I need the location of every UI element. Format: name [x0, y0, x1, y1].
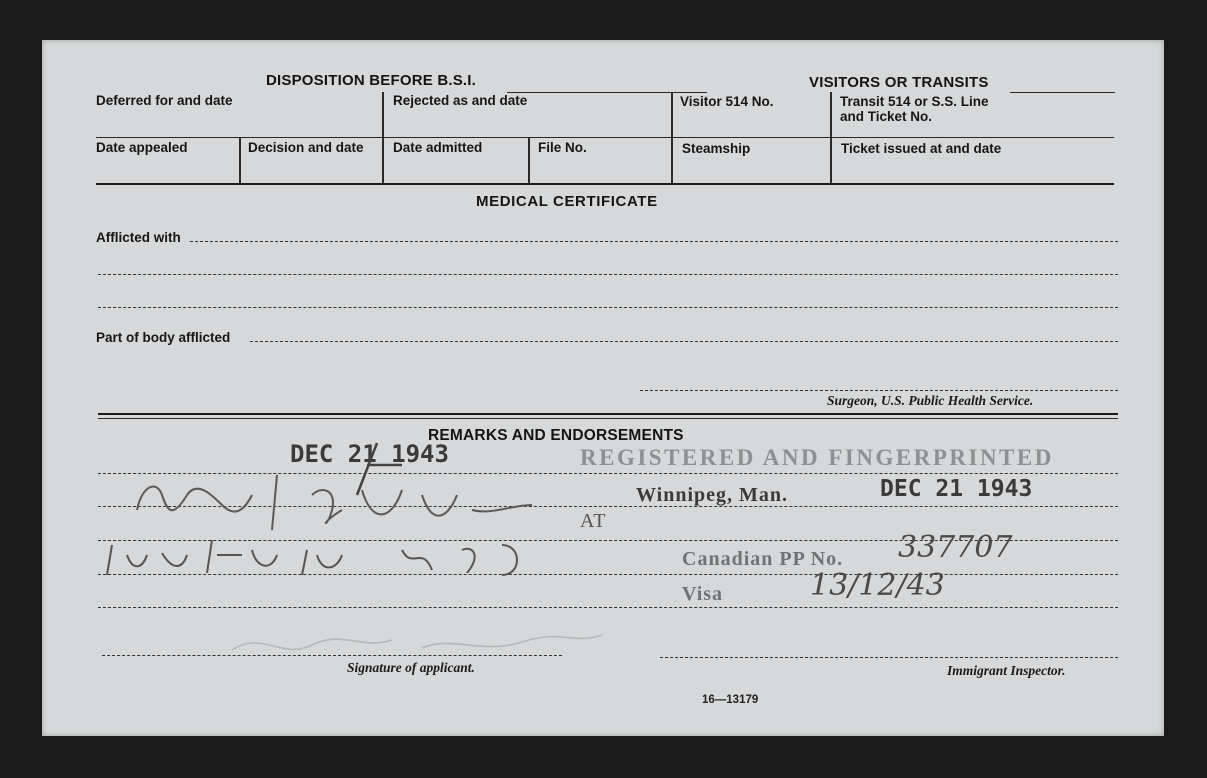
immigration-card	[42, 40, 1164, 736]
date-admitted-label: Date admitted	[393, 140, 483, 155]
visitor-no-label: Visitor 514 No.	[680, 94, 774, 109]
afflicted-line-1	[190, 241, 1118, 242]
disposition-title: DISPOSITION BEFORE B.S.I.	[266, 72, 477, 89]
applicant-signature-label: Signature of applicant.	[347, 660, 475, 675]
remarks-line-5	[98, 607, 1118, 608]
decision-label: Decision and date	[248, 140, 364, 155]
canadian-pp-value: 337707	[898, 530, 1013, 565]
transit-label-line2: and Ticket No.	[840, 109, 933, 124]
box-divider-1	[382, 92, 384, 183]
surgeon-signature-line	[640, 390, 1118, 391]
box-divider-3	[830, 92, 832, 183]
visitors-title: VISITORS OR TRANSITS	[809, 74, 989, 91]
afflicted-with-label: Afflicted with	[96, 230, 181, 245]
header-rule-right	[1010, 92, 1115, 93]
stamp-right-place: Winnipeg, Man.	[636, 484, 788, 506]
stamp-left-date: DEC 21 1943	[290, 440, 449, 468]
transit-label-line1: Transit 514 or S.S. Line	[840, 94, 989, 109]
medical-certificate-title: MEDICAL CERTIFICATE	[476, 193, 658, 210]
visa-value: 13/12/43	[810, 568, 945, 603]
form-number: 16—13179	[702, 694, 759, 706]
ticket-issued-label: Ticket issued at and date	[841, 141, 1002, 156]
steamship-label: Steamship	[682, 141, 751, 156]
box-divider-5	[528, 137, 530, 183]
deferred-label: Deferred for and date	[96, 93, 233, 108]
remarks-title: REMARKS AND ENDORSEMENTS	[428, 427, 684, 444]
at-label: AT	[580, 510, 607, 532]
box-divider-4	[239, 137, 241, 183]
part-of-body-line	[250, 341, 1118, 342]
visa-label: Visa	[682, 583, 724, 605]
rejected-label: Rejected as and date	[393, 93, 528, 108]
stamp-right-date: DEC 21 1943	[880, 476, 1033, 502]
box-divider-2	[671, 92, 673, 183]
box-mid-rule	[96, 137, 1114, 138]
file-no-label: File No.	[538, 140, 587, 155]
applicant-signature-line	[102, 655, 562, 656]
stamp-right-heading: REGISTERED AND FINGERPRINTED	[580, 445, 1054, 470]
immigrant-inspector-label: Immigrant Inspector.	[947, 663, 1066, 678]
box-bottom-rule	[96, 183, 1114, 185]
handwritten-address	[102, 525, 562, 585]
canadian-pp-label: Canadian PP No.	[682, 548, 844, 570]
afflicted-line-2	[98, 274, 1118, 275]
header-rule-left	[507, 92, 707, 93]
surgeon-label: Surgeon, U.S. Public Health Service.	[827, 393, 1034, 408]
inspector-signature-line	[660, 657, 1118, 658]
part-of-body-label: Part of body afflicted	[96, 330, 231, 345]
section-rule-top	[98, 413, 1118, 415]
date-appealed-label: Date appealed	[96, 140, 188, 155]
afflicted-line-3	[98, 307, 1118, 308]
section-rule-bottom	[98, 418, 1118, 419]
